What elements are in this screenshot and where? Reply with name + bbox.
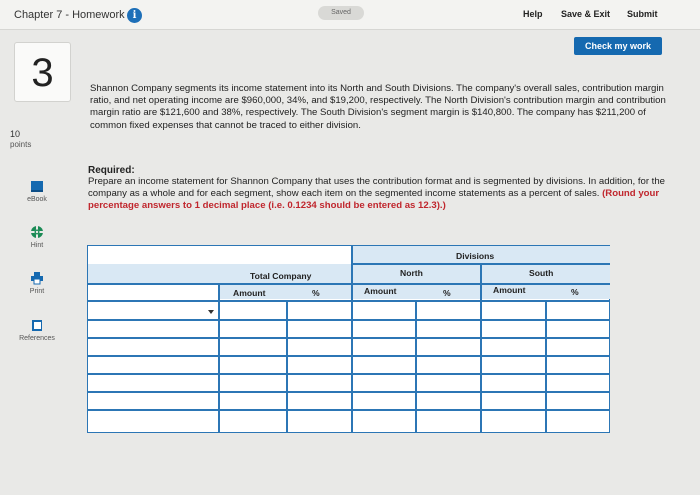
header-band-bottom [218,284,610,299]
book-icon [30,180,44,193]
required-text [88,176,678,212]
total-amount-input[interactable] [220,302,286,319]
required-body: Prepare an income statement for Shannon Company that uses the contribution format and is segmented by divisions. In addition, for the company as a whole and for each segment, show each item on the segmented income statements as a percent of sales. [88,176,666,199]
total-company-header: Total Company [250,271,312,281]
north-amount-header: Amount [364,286,397,296]
total-percent-header: % [312,288,320,298]
save-exit-link[interactable]: Save & Exit [561,9,611,19]
south-amount-input[interactable] [482,302,545,319]
south-percent-input[interactable] [547,302,610,319]
print-button[interactable] [12,271,62,295]
references-label: References [19,335,55,342]
north-percent-header: % [443,288,451,298]
divisions-header: Divisions [456,251,495,261]
info-icon[interactable]: i [127,8,142,23]
north-header: North [400,268,423,278]
grid-line [545,300,547,433]
references-icon [30,318,44,332]
points-label: points [10,140,32,149]
grid-line [88,409,610,411]
points-value: 10 [10,129,21,139]
printer-icon [30,271,44,285]
total-percent-input[interactable] [288,302,351,319]
grid-line [351,246,353,433]
print-label: Print [29,288,45,295]
grid-line [88,337,610,339]
submit-link[interactable]: Submit [627,9,658,19]
assignment-title: Chapter 7 - Homework [14,9,125,21]
problem-text: Shannon Company segments its income statement into its North and South Divisions. The company's overall sales, contribution margin ratio, and net operating income are $960,000, 34%, and $19,200, respectively. The North Division's contribution margin and contribution margin ratio are $121,600 and 38%, respectively. The South Division's segment margin is $140,800. The company has $211,200 of common fixed expenses that cannot be traced to either division. [90,83,666,131]
ebook-label: eBook [27,196,47,203]
north-percent-input[interactable] [417,302,480,319]
grid-line [88,283,610,285]
top-bar [0,0,700,30]
north-amount-input[interactable] [353,302,415,319]
south-percent-header: % [571,287,579,297]
question-number: 3 [14,42,71,102]
grid-line [88,319,610,321]
check-my-work-button[interactable]: Check my work [574,37,662,55]
hint-button[interactable] [12,225,62,249]
ebook-button[interactable] [12,180,62,203]
total-amount-header: Amount [233,288,266,298]
rounding-instruction: (Round your percentage answers to 1 decimal place (i.e. 0.1234 should be entered as 12.3).) [88,188,660,211]
lifebuoy-icon [30,225,44,239]
grid-line [286,300,288,433]
line-item-select[interactable] [88,302,218,319]
income-statement-table [87,245,610,433]
grid-line [88,373,610,375]
grid-line [88,355,610,357]
grid-line [480,263,482,433]
saved-status-badge: Saved [318,6,364,20]
grid-line [88,391,610,393]
references-button[interactable] [12,318,62,342]
hint-label: Hint [30,242,44,249]
required-heading: Required: [88,165,135,176]
grid-line [415,300,417,433]
south-amount-header: Amount [493,285,526,295]
help-link[interactable]: Help [523,9,543,19]
south-header: South [529,268,554,278]
